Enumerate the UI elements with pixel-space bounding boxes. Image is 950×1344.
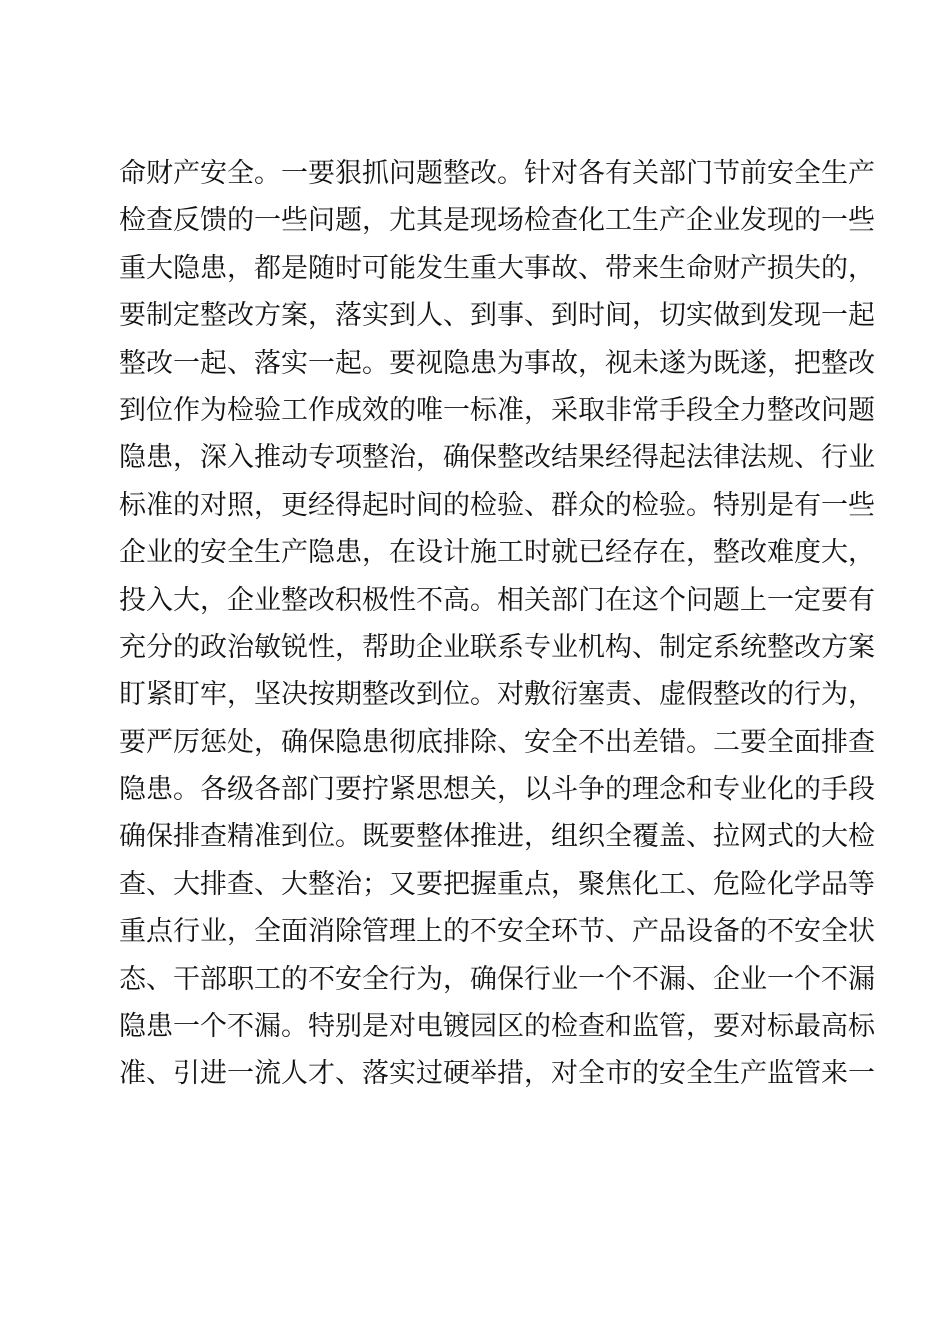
text-line-14: 隐患。各级各部门要拧紧思想关，以斗争的理念和专业化的手段 — [119, 774, 875, 806]
text-line-6: 到位作为检验工作成效的唯一标准，采取非常手段全力整改问题 — [119, 394, 875, 426]
text-line-5: 整改一起、落实一起。要视隐患为事故，视未遂为既遂，把整改 — [119, 347, 875, 379]
text-line-13: 要严厉惩处，确保隐患彻底排除、安全不出差错。二要全面排查 — [119, 726, 875, 758]
text-line-18: 态、干部职工的不安全行为，确保行业一个不漏、企业一个不漏 — [119, 963, 875, 995]
text-line-12: 盯紧盯牢，坚决按期整改到位。对敷衍塞责、虚假整改的行为， — [119, 679, 875, 711]
text-line-2: 检查反馈的一些问题，尤其是现场检查化工生产企业发现的一些 — [119, 205, 875, 237]
text-line-4: 要制定整改方案，落实到人、到事、到时间，切实做到发现一起 — [119, 300, 875, 332]
text-line-8: 标准的对照，更经得起时间的检验、群众的检验。特别是有一些 — [119, 489, 875, 521]
text-line-11: 充分的政治敏锐性，帮助企业联系专业机构、制定系统整改方案 — [119, 631, 875, 663]
text-line-7: 隐患，深入推动专项整治，确保整改结果经得起法律法规、行业 — [119, 442, 875, 474]
text-line-9: 企业的安全生产隐患，在设计施工时就已经存在，整改难度大， — [119, 537, 875, 569]
text-line-19: 隐患一个不漏。特别是对电镀园区的检查和监管，要对标最高标 — [119, 1011, 875, 1043]
text-line-10: 投入大，企业整改积极性不高。相关部门在这个问题上一定要有 — [119, 584, 875, 616]
body-text — [119, 150, 875, 1098]
text-line-15: 确保排查精准到位。既要整体推进，组织全覆盖、拉网式的大检 — [119, 821, 875, 853]
text-line-16: 查、大排查、大整治；又要把握重点，聚焦化工、危险化学品等 — [119, 868, 875, 900]
text-line-17: 重点行业，全面消除管理上的不安全环节、产品设备的不安全状 — [119, 916, 875, 948]
text-line-1: 命财产安全。一要狠抓问题整改。针对各有关部门节前安全生产 — [119, 158, 875, 189]
text-line-20: 准、引进一流人才、落实过硬举措，对全市的安全生产监管来一 — [119, 1058, 875, 1090]
text-line-3: 重大隐患，都是随时可能发生重大事故、带来生命财产损失的， — [119, 252, 875, 284]
